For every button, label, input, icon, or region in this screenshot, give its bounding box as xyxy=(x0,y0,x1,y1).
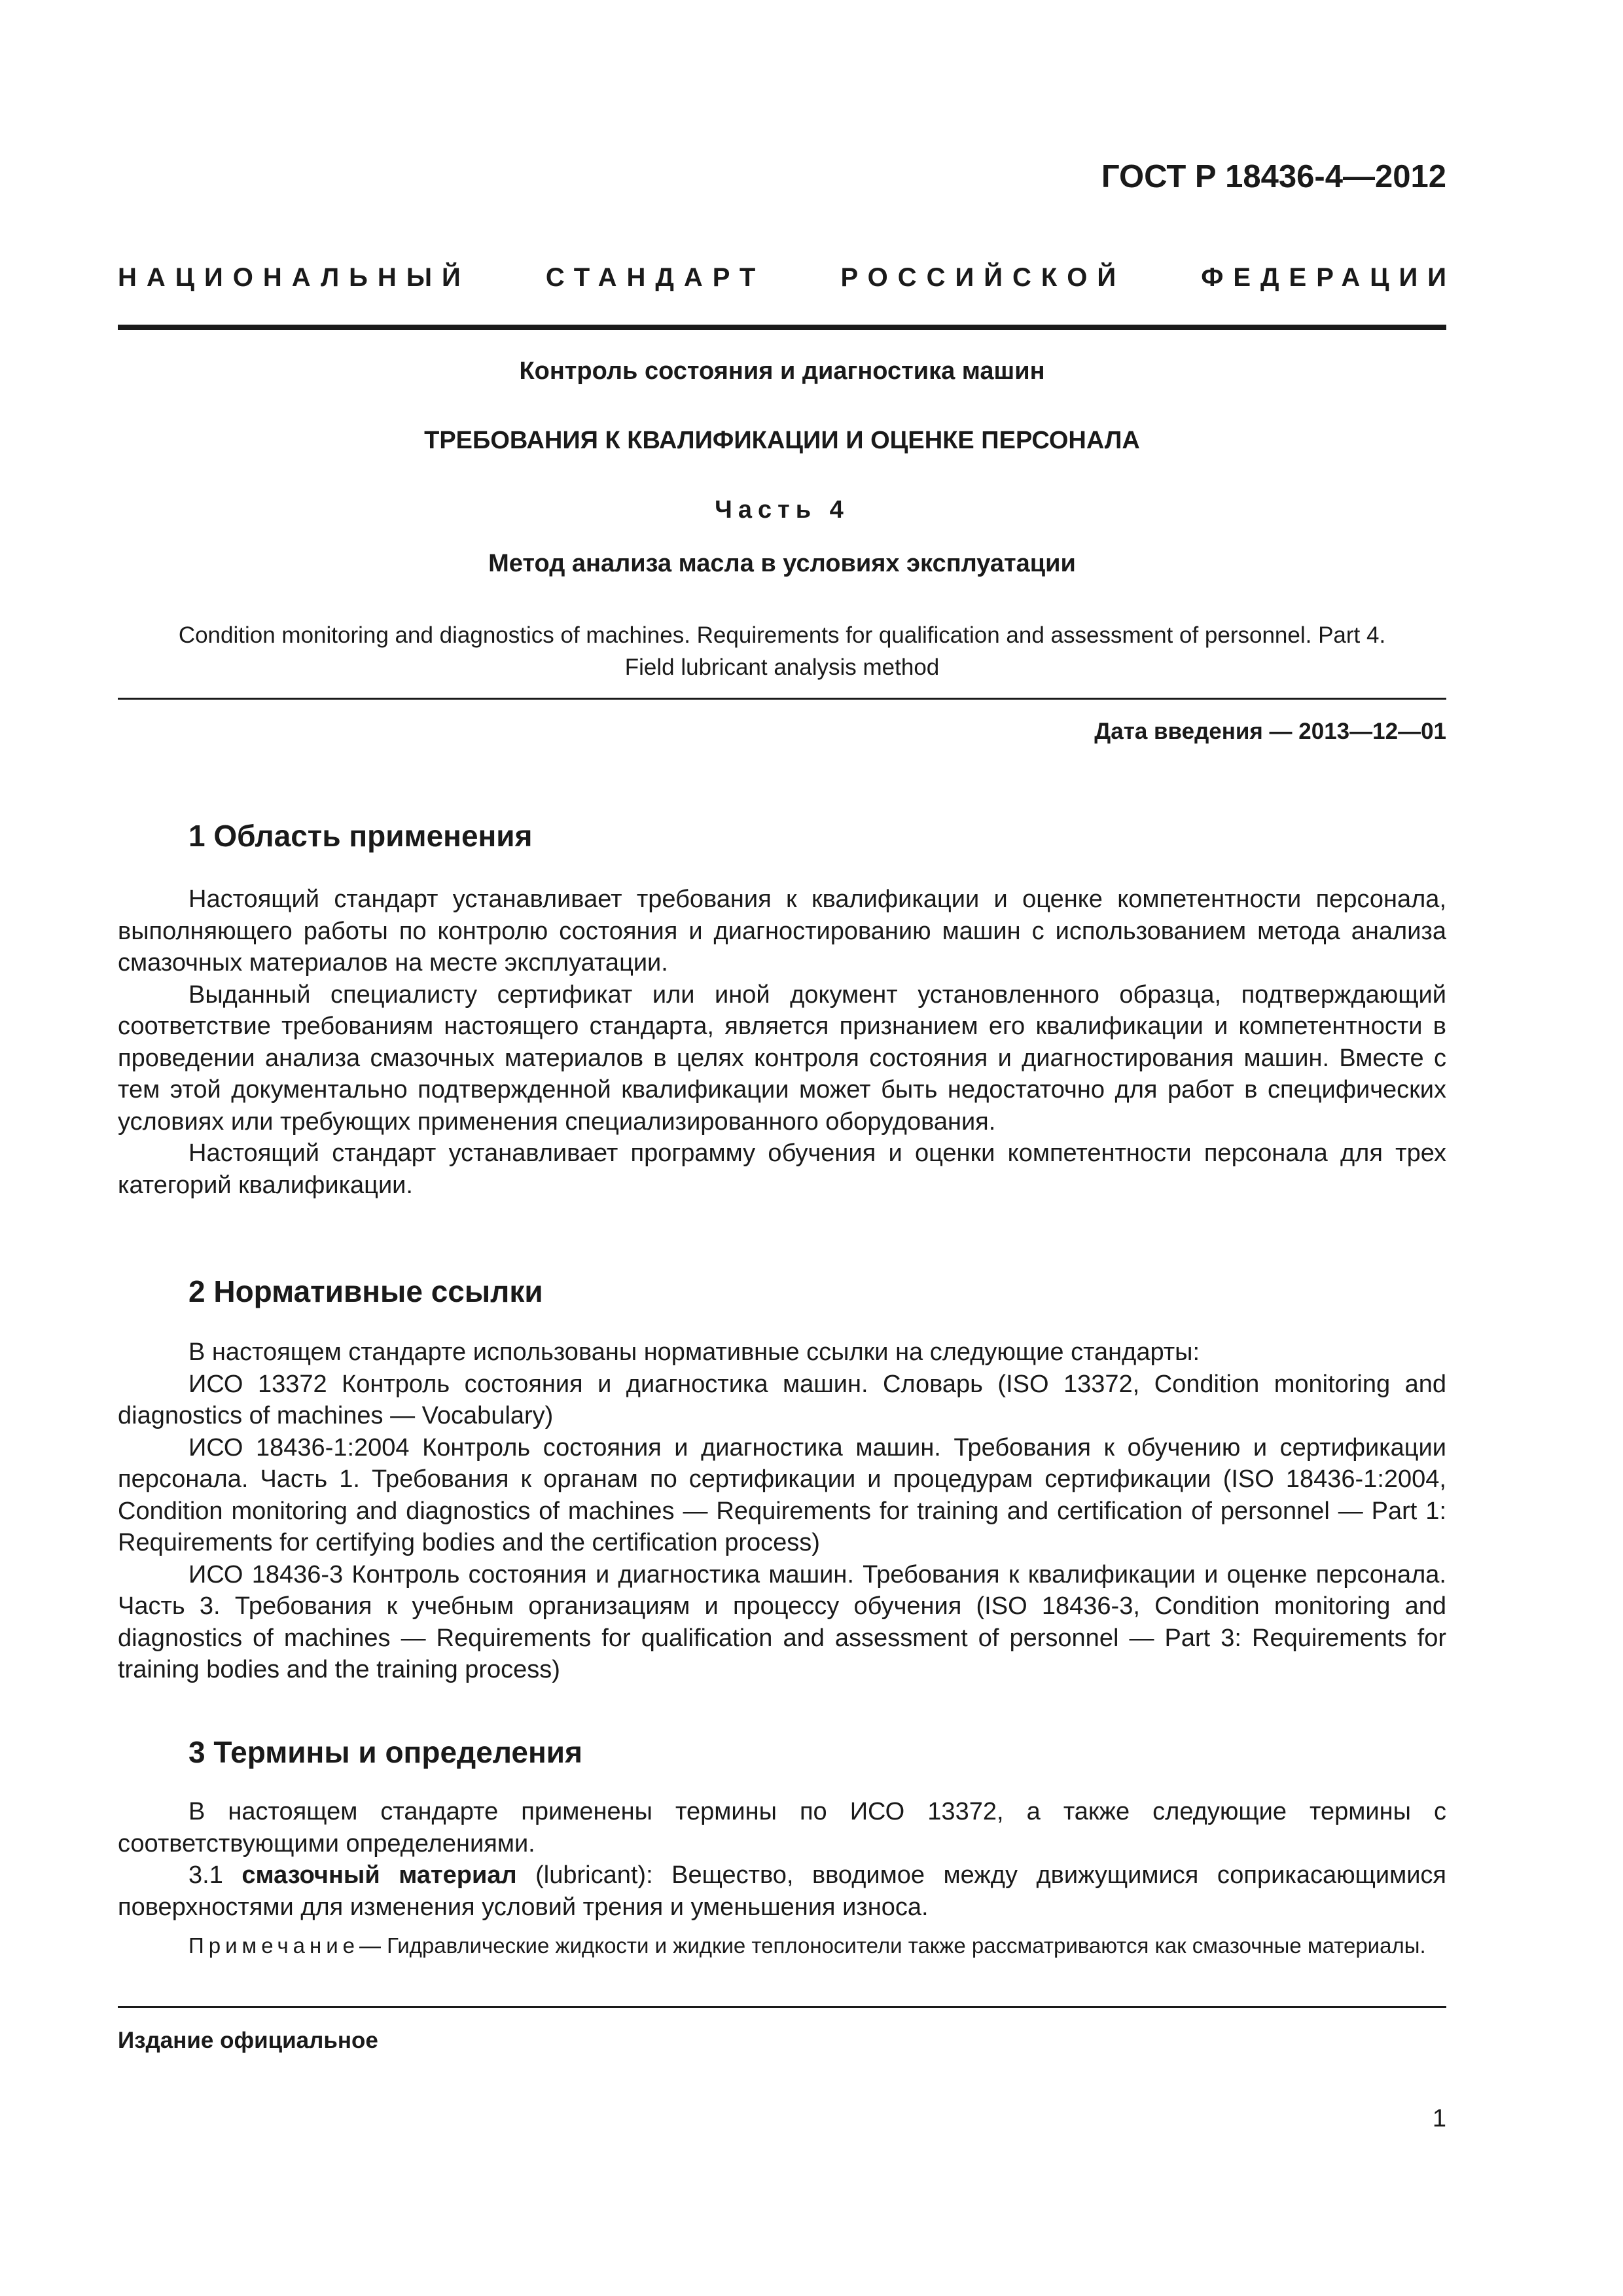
section-1-heading: 1 Область применения xyxy=(188,819,533,853)
section-2-body xyxy=(118,1336,1446,1686)
section-1-body xyxy=(118,884,1446,1201)
header-divider xyxy=(118,325,1446,330)
note xyxy=(118,1931,1446,1961)
document-code: ГОСТ Р 18436-4—2012 xyxy=(1101,159,1446,194)
definition-number: 3.1 xyxy=(188,1861,223,1889)
paragraph: В настоящем стандарте применены термины по ИСО 13372, а также следующие термины с соответствующими определениями. xyxy=(118,1798,1446,1857)
paragraph: Настоящий стандарт устанавливает требования к квалификации и оценке компетентности персонала, выполняющего работы по контролю состояния и диагностированию машин с использованием метода анализа смазочных материалов на месте эксплуатации. xyxy=(118,886,1446,977)
paragraph: В настоящем стандарте использованы нормативные ссылки на следующие стандарты: xyxy=(188,1338,1200,1366)
banner-word: НАЦИОНАЛЬНЫЙ xyxy=(118,263,471,292)
title-subtitle: Метод анализа масла в условиях эксплуатации xyxy=(488,550,1076,577)
definition-text: (lubricant): Вещество, вводимое между движущимися соприкасающимися поверхностями для изменения условий трения и уменьшения износа. xyxy=(118,1861,1447,1921)
note-label: Примечание xyxy=(188,1933,360,1958)
edition-label: Издание официальное xyxy=(118,2028,378,2053)
section-3-body xyxy=(118,1796,1446,1923)
note-text: — Гидравлические жидкости и жидкие теплоносители также рассматриваются как смазочные материалы. xyxy=(359,1933,1426,1958)
reference-item: ИСО 18436-3 Контроль состояния и диагностика машин. Требования к квалификации и оценке персонала. Часть 3. Требования к учебным организациям и процессу обучения (ISO 18436-3, Condition monitoring and diagnostics of machines — Requirements for qualification and assessment of personnel — Part 3: Requirements for training bodies and the training process) xyxy=(118,1560,1446,1683)
banner-word: СТАНДАРТ xyxy=(545,263,766,292)
banner-word: ФЕДЕРАЦИИ xyxy=(1201,263,1456,292)
introduction-date: Дата введения — 2013—12—01 xyxy=(1094,719,1446,744)
title-divider xyxy=(118,698,1446,700)
english-title-line2: Field lubricant analysis method xyxy=(624,655,940,680)
banner-word: РОССИЙСКОЙ xyxy=(840,263,1126,292)
definition-term: смазочный материал xyxy=(241,1861,517,1889)
title-line2: ТРЕБОВАНИЯ К КВАЛИФИКАЦИИ И ОЦЕНКЕ ПЕРСОНАЛА xyxy=(424,427,1140,454)
paragraph: Настоящий стандарт устанавливает программу обучения и оценки компетентности персонала для трех категорий квалификации. xyxy=(118,1139,1446,1199)
definition-3-1 xyxy=(118,1859,1446,1923)
page-number: 1 xyxy=(1432,2105,1446,2132)
paragraph: Выданный специалисту сертификат или иной документ установленного образца, подтверждающий соответствие требованиям настоящего стандарта, является признанием его квалификации и компетентности в проведении анализа смазочных материалов в целях контроля состояния и диагностирования машин. Вместе с тем этой документально подтвержденной квалификации может быть недостаточно для работ в специфических условиях или требующих применения специализированного оборудования. xyxy=(118,980,1446,1136)
english-title-line1: Condition monitoring and diagnostics of machines. Requirements for qualification and assessment of personnel. Part 4. xyxy=(178,622,1386,648)
reference-item: ИСО 18436-1:2004 Контроль состояния и диагностика машин. Требования к обучению и сертификации персонала. Часть 1. Требования к органам по сертификации и процедурам сертификации (ISO 18436-1:2004, Condition monitoring and diagnostics of machines — Requirements for training and certification of personnel — Part 1: Requirements for certifying bodies and the certification process) xyxy=(118,1433,1446,1556)
title-line1: Контроль состояния и диагностика машин xyxy=(519,357,1045,385)
title-part: Часть 4 xyxy=(715,496,849,524)
english-title xyxy=(118,619,1446,683)
section-2-heading: 2 Нормативные ссылки xyxy=(188,1274,543,1308)
reference-item: ИСО 13372 Контроль состояния и диагностика машин. Словарь (ISO 13372, Condition monitoring and diagnostics of machines — Vocabulary) xyxy=(118,1370,1446,1429)
section-3-heading: 3 Термины и определения xyxy=(188,1735,582,1769)
national-standard-banner xyxy=(118,263,1456,293)
footer-divider xyxy=(118,2006,1446,2008)
